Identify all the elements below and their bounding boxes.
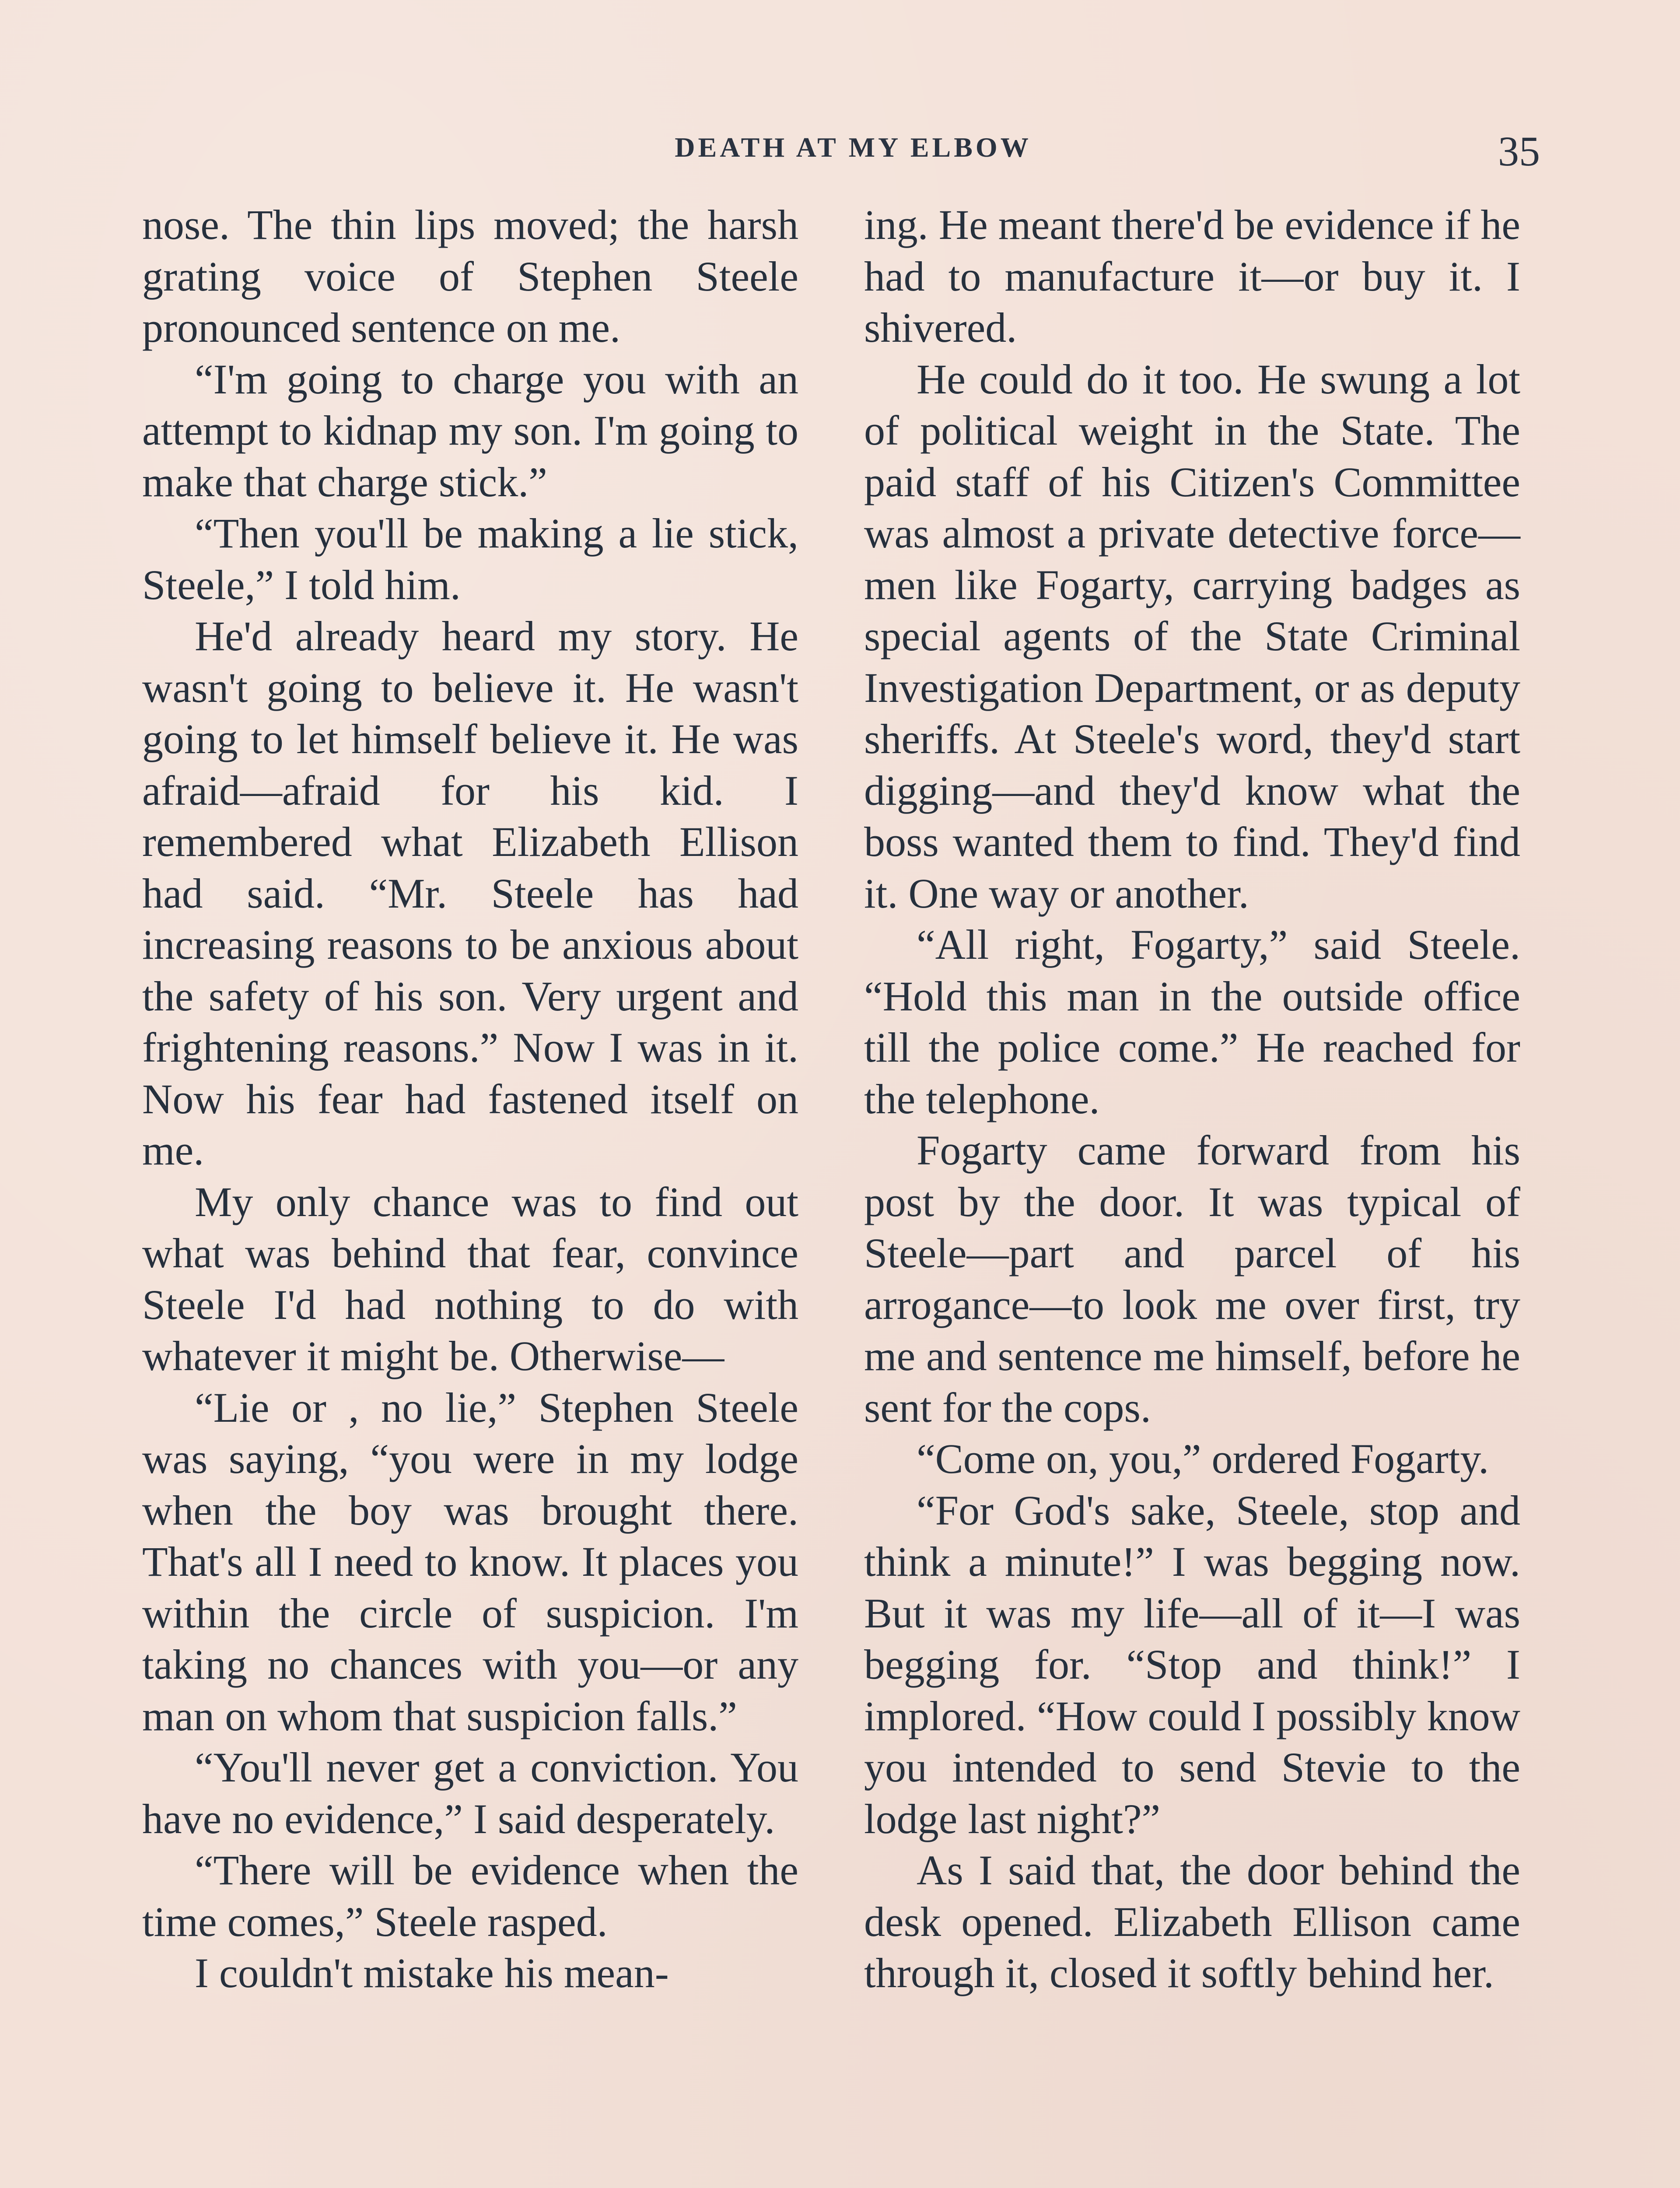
running-title: DEATH AT MY ELBOW (675, 132, 1032, 163)
page-number: 35 (1498, 128, 1540, 175)
paragraph: I couldn't mistake his mean- (195, 1950, 669, 1996)
paragraph: nose. The thin lips moved; the harsh grating voice of Stephen Steele pronounced sentence on me. (142, 201, 798, 351)
text-column-left (142, 199, 798, 1999)
text-column-right (864, 199, 1520, 1999)
paragraph: “Then you'll be making a lie stick, Steele,” I told him. (142, 510, 798, 608)
paragraph: “Come on, you,” ordered Fogarty. (917, 1435, 1489, 1482)
paragraph: As I said that, the door behind the desk opened. Elizabeth Ellison came through it, closed it softly behind her. (864, 1847, 1520, 1996)
paragraph: “Lie or , no lie,” Stephen Steele was saying, “you were in my lodge when the boy was brought there. That's all I need to know. It places you within the circle of suspicion. I'm taking no chances with you—or any man on whom that suspicion falls.” (142, 1384, 798, 1739)
paragraph: “You'll never get a conviction. You have no evidence,” I said desperately. (142, 1744, 798, 1842)
paragraph: ing. He meant there'd be evidence if he had to manufacture it—or buy it. I shivered. (864, 201, 1520, 351)
paragraph: “For God's sake, Steele, stop and think a minute!” I was begging now. But it was my life—all of it—I was begging for. “Stop and think!” I implored. “How could I possibly know you intended to send Stevie to the lodge last night?” (864, 1487, 1520, 1842)
paragraph: He'd already heard my story. He wasn't going to believe it. He wasn't going to let himself believe it. He was afraid—afraid for his kid. I remembered what Elizabeth Ellison had said. “Mr. Steele has had increasing reasons to be anxious about the safety of his son. Very urgent and frightening reasons.” Now I was in it. Now his fear had fastened itself on me. (142, 613, 798, 1174)
paragraph: “All right, Fogarty,” said Steele. “Hold this man in the outside office till the police come.” He reached for the telephone. (864, 921, 1520, 1122)
paragraph: “I'm going to charge you with an attempt to kidnap my son. I'm going to make that charge stick.” (142, 355, 798, 505)
paragraph: “There will be evidence when the time comes,” Steele rasped. (142, 1847, 798, 1945)
paragraph: Fogarty came forward from his post by the door. It was typical of Steele—part and parcel of his arrogance—to look me over first, try me and sentence me himself, before he sent for the cops. (864, 1127, 1520, 1431)
paragraph: He could do it too. He swung a lot of political weight in the State. The paid staff of his Citizen's Committee was almost a private detective force—men like Fogarty, carrying badges as special agents of the State Criminal Investigation Department, or as deputy sheriffs. At Steele's word, they'd start digging—and they'd know what the boss wanted them to find. They'd find it. One way or another. (864, 355, 1520, 917)
paragraph: My only chance was to find out what was behind that fear, convince Steele I'd had nothing to do with whatever it might be. Otherwise— (142, 1178, 798, 1379)
